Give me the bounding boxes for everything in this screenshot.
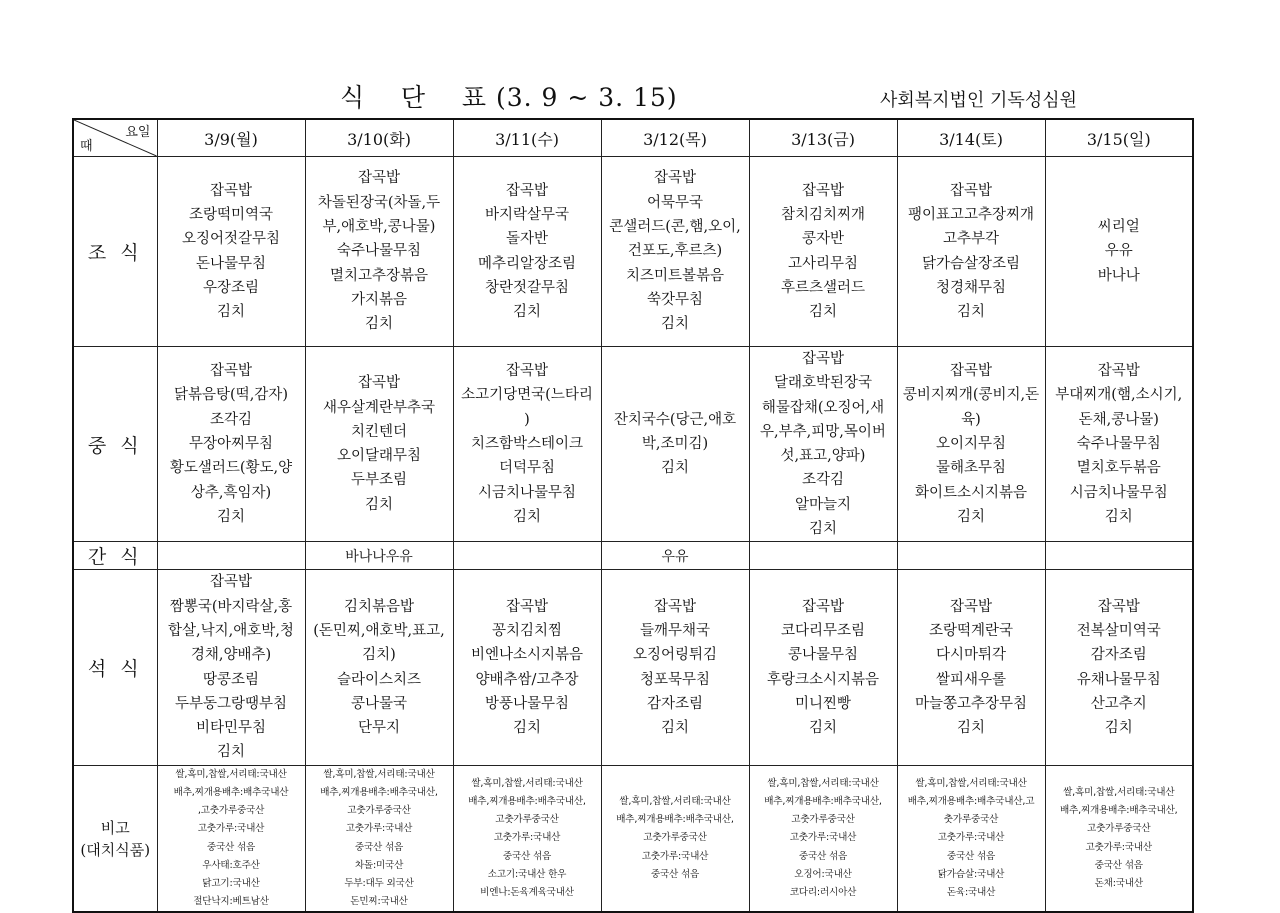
menu-cell: 잡곡밥 들깨무채국 오징어링튀김 청포묵무침 감자조림 김치 bbox=[601, 570, 749, 765]
snack-cell bbox=[157, 542, 305, 570]
row-label-notes: 비고 (대치식품) bbox=[73, 765, 157, 912]
row-label-breakfast: 조 식 bbox=[73, 157, 157, 347]
row-label-lunch: 중 식 bbox=[73, 347, 157, 542]
menu-cell: 잡곡밥 어묵무국 콘샐러드(콘,햄,오이, 건포도,후르츠) 치즈미트볼볶음 쑥갓무침 김치 bbox=[601, 157, 749, 347]
menu-cell: 잡곡밥 부대찌개(햄,소시기, 돈채,콩나물) 숙주나물무침 멸치호두볶음 시금치나물무침 김치 bbox=[1045, 347, 1193, 542]
menu-cell: 잔치국수(당근,애호 박,조미김) 김치 bbox=[601, 347, 749, 542]
origin-note-cell: 쌀,흑미,찹쌀,서리태:국내산 배추,찌개용배추:배추국내산, 고춧가루중국산 고춧가루:국내산 중국산 섞음 돈채:국내산 bbox=[1045, 765, 1193, 912]
origin-note-cell: 쌀,흑미,찹쌀,서리태:국내산 배추,찌개용배추:배추국내산 ,고춧가루중국산 고춧가루:국내산 중국산 섞음 우사태:호주산 닭고기:국내산 절단낙지:베트남산 bbox=[157, 765, 305, 912]
day-header: 3/15(일) bbox=[1045, 119, 1193, 157]
origin-note-cell: 쌀,흑미,찹쌀,서리태:국내산 배추,찌개용배추:배추국내산,고 춧가루중국산 고춧가루:국내산 중국산 섞음 닭가슴살:국내산 돈육:국내산 bbox=[897, 765, 1045, 912]
dinner-row bbox=[73, 570, 1193, 765]
day-header: 3/12(목) bbox=[601, 119, 749, 157]
origin-note-cell: 쌀,흑미,찹쌀,서리태:국내산 배추,찌개용배추:배추국내산, 고춧가루중국산 고춧가루:국내산 중국산 섞음 오징어:국내산 코다리:러시아산 bbox=[749, 765, 897, 912]
corner-meal-label: 때 bbox=[80, 139, 93, 154]
row-label-snack: 간 식 bbox=[73, 542, 157, 570]
snack-cell bbox=[749, 542, 897, 570]
lunch-row bbox=[73, 347, 1193, 542]
corner-day-label: 요일 bbox=[125, 125, 151, 140]
menu-cell: 잡곡밥 닭볶음탕(떡,감자) 조각김 무장아찌무침 황도샐러드(황도,양 상추,흑임자) 김치 bbox=[157, 347, 305, 542]
menu-cell: 잡곡밥 팽이표고고추장찌개 고추부각 닭가슴살장조림 청경채무침 김치 bbox=[897, 157, 1045, 347]
day-header: 3/9(월) bbox=[157, 119, 305, 157]
day-header: 3/13(금) bbox=[749, 119, 897, 157]
menu-cell: 잡곡밥 참치김치찌개 콩자반 고사리무침 후르츠샐러드 김치 bbox=[749, 157, 897, 347]
menu-cell: 잡곡밥 달래호박된장국 해물잡채(오징어,새 우,부추,피망,목이버 섯,표고,양파) 조각김 알마늘지 김치 bbox=[749, 347, 897, 542]
origin-note-cell: 쌀,흑미,찹쌀,서리태:국내산 배추,찌개용배추:배추국내산, 고춧가루중국산 고춧가루:국내산 중국산 섞음 차돌:미국산 두부:대두 외국산 돈민찌:국내산 bbox=[305, 765, 453, 912]
page-title: 식 단 표 (3. 9 ~ 3. 15) bbox=[340, 83, 678, 112]
snack-cell bbox=[453, 542, 601, 570]
row-label-dinner: 석 식 bbox=[73, 570, 157, 765]
origin-note-cell: 쌀,흑미,찹쌀,서리태:국내산 배추,찌개용배추:배추국내산, 고춧가루중국산 고춧가루:국내산 중국산 섞음 bbox=[601, 765, 749, 912]
snack-cell: 우유 bbox=[601, 542, 749, 570]
organization-name: 사회복지법인 기독성심원 bbox=[880, 90, 1077, 111]
origin-note-cell: 쌀,흑미,찹쌀,서리태:국내산 배추,찌개용배추:배추국내산, 고춧가루중국산 고춧가루:국내산 중국산 섞음 소고기:국내산 한우 비엔나:돈육계육국내산 bbox=[453, 765, 601, 912]
menu-cell: 잡곡밥 바지락살무국 돌자반 메추리알장조림 창란젓갈무침 김치 bbox=[453, 157, 601, 347]
menu-cell: 잡곡밥 꽁치김치찜 비엔나소시지볶음 양배추쌈/고추장 방풍나물무침 김치 bbox=[453, 570, 601, 765]
menu-cell: 씨리얼 우유 바나나 bbox=[1045, 157, 1193, 347]
menu-cell: 잡곡밥 코다리무조림 콩나물무침 후랑크소시지볶음 미니찐빵 김치 bbox=[749, 570, 897, 765]
menu-cell: 잡곡밥 새우살계란부추국 치킨텐더 오이달래무침 두부조림 김치 bbox=[305, 347, 453, 542]
day-header: 3/11(수) bbox=[453, 119, 601, 157]
snack-cell: 바나나우유 bbox=[305, 542, 453, 570]
snack-cell bbox=[1045, 542, 1193, 570]
menu-cell: 잡곡밥 차돌된장국(차돌,두 부,애호박,콩나물) 숙주나물무침 멸치고추장볶음 가지볶음 김치 bbox=[305, 157, 453, 347]
day-header: 3/14(토) bbox=[897, 119, 1045, 157]
menu-cell: 잡곡밥 소고기당면국(느타리 ) 치즈함박스테이크 더덕무침 시금치나물무침 김치 bbox=[453, 347, 601, 542]
snack-cell bbox=[897, 542, 1045, 570]
notes-row bbox=[73, 765, 1193, 912]
header-row bbox=[73, 119, 1193, 157]
day-header: 3/10(화) bbox=[305, 119, 453, 157]
breakfast-row bbox=[73, 157, 1193, 347]
corner-cell bbox=[73, 119, 157, 157]
menu-cell: 잡곡밥 콩비지찌개(콩비지,돈 육) 오이지무침 물해초무침 화이트소시지볶음 김치 bbox=[897, 347, 1045, 542]
menu-cell: 잡곡밥 전복살미역국 감자조림 유채나물무침 산고추지 김치 bbox=[1045, 570, 1193, 765]
menu-cell: 잡곡밥 조랑떡미역국 오징어젓갈무침 돈나물무침 우장조림 김치 bbox=[157, 157, 305, 347]
snack-row bbox=[73, 542, 1193, 570]
menu-cell: 잡곡밥 조랑떡계란국 다시마튀각 쌀피새우롤 마늘쫑고추장무침 김치 bbox=[897, 570, 1045, 765]
menu-cell: 잡곡밥 짬뽕국(바지락살,홍 합살,낙지,애호박,청 경채,양배추) 땅콩조림 두부동그랑땡부침 비타민무침 김치 bbox=[157, 570, 305, 765]
menu-cell: 김치볶음밥 (돈민찌,애호박,표고, 김치) 슬라이스치즈 콩나물국 단무지 bbox=[305, 570, 453, 765]
menu-table bbox=[72, 118, 1194, 913]
